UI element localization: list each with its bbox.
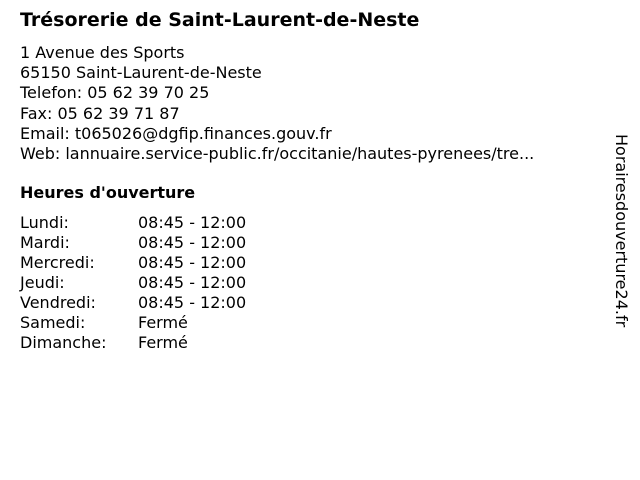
hours-row-wednesday (20, 253, 280, 273)
phone-number: Telefon: 05 62 39 70 25 (20, 83, 210, 103)
day-label: Lundi: (20, 213, 69, 232)
day-label: Jeudi: (20, 273, 65, 292)
day-label: Mercredi: (20, 253, 95, 272)
day-hours: 08:45 - 12:00 (138, 253, 247, 272)
contact-info (20, 43, 534, 164)
day-hours: 08:45 - 12:00 (138, 293, 247, 312)
address-city: 65150 Saint-Laurent-de-Neste (20, 63, 262, 83)
hours-row-monday (20, 213, 280, 233)
hours-row-saturday (20, 313, 280, 333)
day-label: Mardi: (20, 233, 70, 252)
hours-row-tuesday (20, 233, 280, 253)
opening-hours-heading: Heures d'ouverture (20, 183, 196, 202)
opening-hours-table (20, 213, 280, 353)
fax-number: Fax: 05 62 39 71 87 (20, 103, 180, 123)
hours-row-friday (20, 293, 280, 313)
page-title: Trésorerie de Saint-Laurent-de-Neste (20, 9, 420, 31)
day-label: Samedi: (20, 313, 86, 332)
hours-row-sunday (20, 333, 280, 353)
day-hours: 08:45 - 12:00 (138, 273, 247, 292)
day-label: Dimanche: (20, 333, 107, 352)
day-label: Vendredi: (20, 293, 96, 312)
hours-row-thursday (20, 273, 280, 293)
email-address: Email: t065026@dgfip.finances.gouv.fr (20, 123, 332, 143)
site-logo-vertical: Horairesdouverture24.fr (612, 134, 631, 328)
day-hours: Fermé (138, 333, 188, 352)
address-street: 1 Avenue des Sports (20, 43, 185, 62)
day-hours: 08:45 - 12:00 (138, 233, 247, 252)
website-link[interactable]: Web: lannuaire.service-public.fr/occitanie/hautes-pyrenees/tre... (20, 144, 535, 164)
day-hours: Fermé (138, 313, 188, 332)
day-hours: 08:45 - 12:00 (138, 213, 247, 232)
